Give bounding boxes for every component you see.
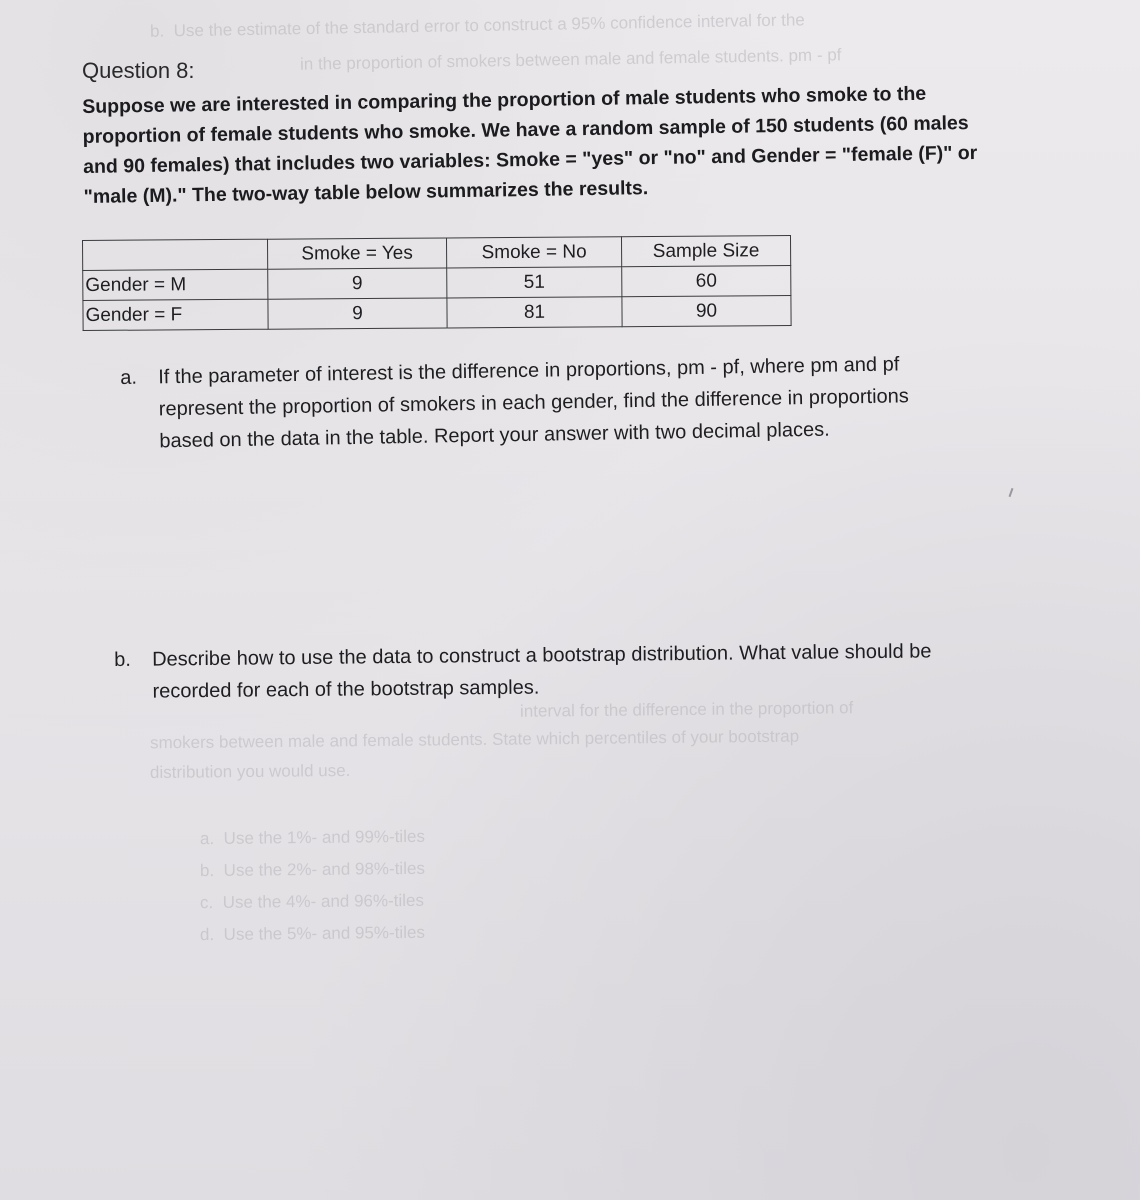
table-header-row — [83, 236, 791, 271]
part-a-line: If the parameter of interest is the difference in proportions, pm - pf, where pm and pf — [158, 353, 900, 389]
part-a-line: represent the proportion of smokers in each gender, find the difference in proportions — [158, 385, 910, 421]
header-smoke-no: Smoke = No — [446, 237, 621, 268]
cell-male-yes: 9 — [268, 268, 447, 299]
part-b-line: recorded for each of the bootstrap samples. — [152, 676, 540, 703]
table-corner-cell — [83, 239, 268, 270]
show-through-text: a. Use the 1%- and 99%-tiles — [199, 826, 425, 849]
show-through-text: distribution you would use. — [149, 760, 351, 783]
part-b — [114, 634, 1105, 708]
cell-male-no: 51 — [447, 267, 622, 298]
part-a-line: based on the data in the table. Report your answer with two decimal places. — [159, 418, 830, 453]
part-b-marker: b. — [114, 648, 131, 671]
question-label: Question 8: — [82, 58, 195, 83]
question-intro — [82, 77, 1044, 212]
row-label-female: Gender = F — [83, 299, 268, 330]
pencil-mark — [1009, 488, 1014, 497]
show-through-text: b. Use the 2%- and 98%-tiles — [199, 858, 425, 881]
show-through-text: d. Use the 5%- and 95%-tiles — [199, 922, 425, 945]
header-smoke-yes: Smoke = Yes — [267, 238, 446, 269]
intro-line: "male (M)." The two-way table below summarizes the results. — [83, 177, 649, 208]
show-through-text: c. Use the 4%- and 96%-tiles — [199, 890, 425, 913]
table-row — [83, 266, 791, 301]
cell-female-size: 90 — [622, 296, 791, 327]
cell-female-yes: 9 — [268, 298, 447, 329]
show-through-text: interval for the difference in the proportion of — [519, 698, 854, 721]
intro-line: and 90 females) that includes two variables: Smoke = "yes" or "no" and Gender = "female (F)" or — [83, 141, 978, 178]
show-through-text: b. Use the estimate of the standard error to construct a 95% confidence interval for the — [149, 10, 805, 41]
row-label-male: Gender = M — [83, 269, 268, 300]
table-row — [83, 296, 791, 331]
header-sample-size: Sample Size — [621, 236, 790, 267]
two-way-table — [82, 235, 792, 331]
part-a-marker: a. — [120, 366, 138, 389]
cell-male-size: 60 — [622, 266, 791, 297]
part-b-line: Describe how to use the data to construct a bootstrap distribution. What value should be — [152, 640, 932, 671]
intro-line: proportion of female students who smoke. We have a random sample of 150 students (60 males — [82, 112, 969, 148]
cell-female-no: 81 — [447, 297, 622, 328]
intro-line: Suppose we are interested in comparing the proportion of male students who smoke to the — [82, 82, 927, 118]
show-through-text: smokers between male and female students. State which percentiles of your bootstrap — [149, 726, 800, 753]
part-a-text — [158, 345, 1082, 457]
show-through-text: in the proportion of smokers between male and female students. pm - pf — [299, 45, 842, 74]
part-a — [120, 345, 1082, 458]
part-b-text — [152, 634, 1105, 708]
